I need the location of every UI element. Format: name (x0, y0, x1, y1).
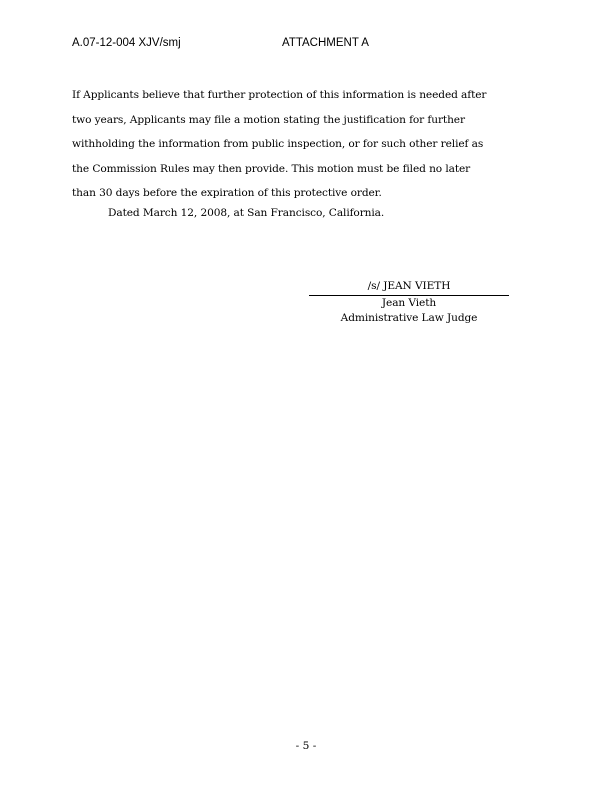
dated-line: Dated March 12, 2008, at San Francisco, California. (108, 207, 385, 219)
docket-number: A.07-12-004 XJV/smj (72, 37, 181, 49)
signature-block (309, 279, 509, 327)
attachment-label: ATTACHMENT A (282, 37, 369, 49)
paragraph-line: two years, Applicants may file a motion stating the justification for further (72, 113, 465, 126)
page-number: - 5 - (295, 740, 317, 752)
paragraph-line: withholding the information from public inspection, or for such other relief as (72, 138, 484, 150)
signer-name: Jean Vieth (381, 296, 437, 309)
paragraph-line: If Applicants believe that further protection of this information is needed after (72, 89, 487, 101)
page-header (72, 37, 542, 53)
paragraph-line: than 30 days before the expiration of this protective order. (72, 187, 382, 199)
paragraph-line: the Commission Rules may then provide. This motion must be filed no later (72, 162, 471, 175)
body-paragraph (72, 83, 532, 206)
signature-line: /s/ JEAN VIETH (309, 279, 509, 296)
signer-title: Administrative Law Judge (340, 312, 478, 324)
